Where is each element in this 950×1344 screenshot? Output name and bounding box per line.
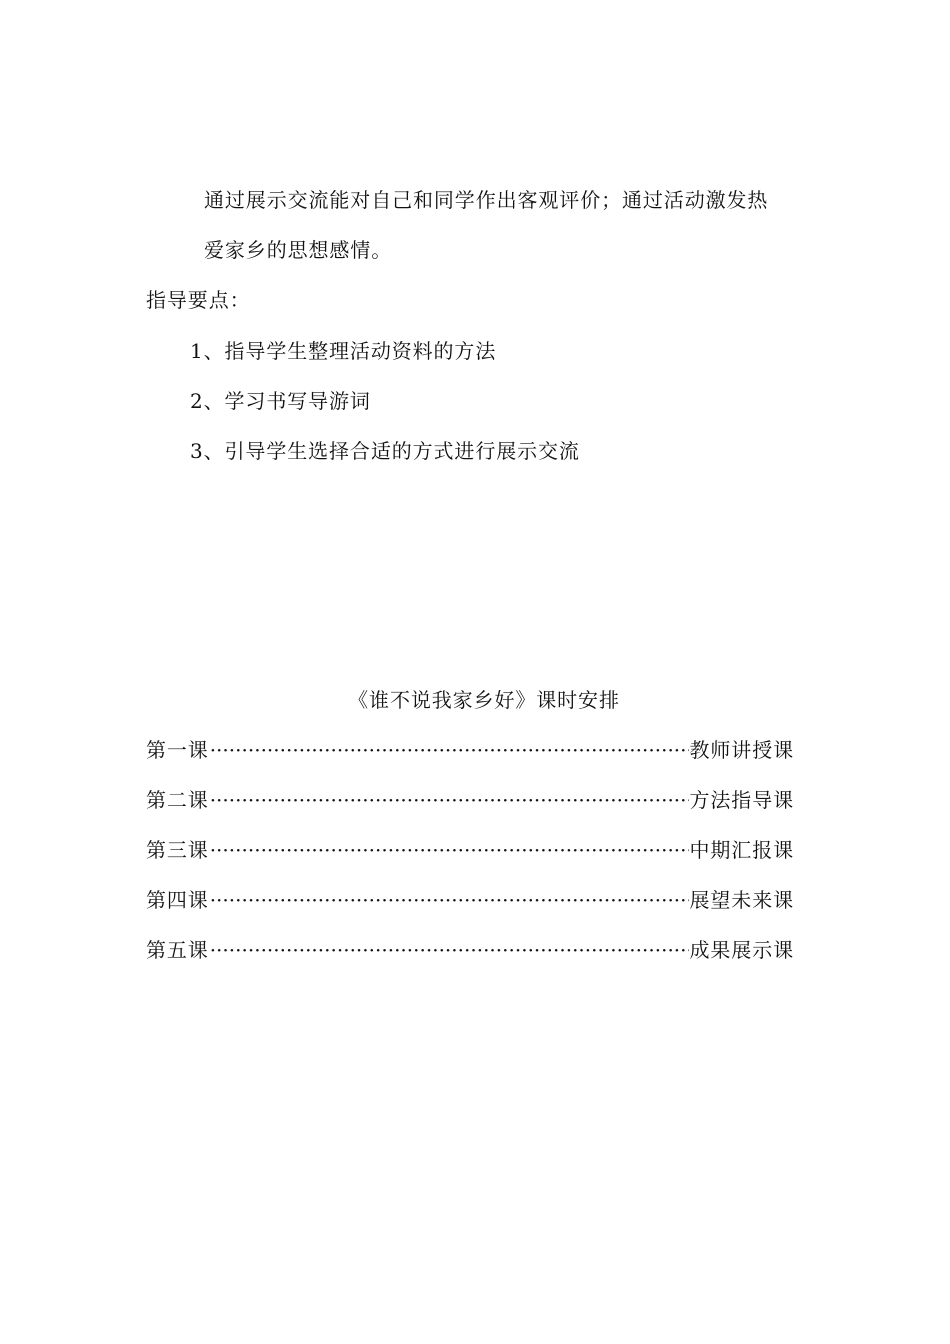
intro-line-2: 爱家乡的思想感情。 xyxy=(204,238,393,262)
schedule-lesson-label: 第五课 xyxy=(146,938,209,962)
guidance-heading: 指导要点： xyxy=(146,288,251,312)
schedule-row-5 xyxy=(146,936,794,964)
dot-leader xyxy=(210,936,689,964)
intro-line-1: 通过展示交流能对自己和同学作出客观评价；通过活动激发热 xyxy=(204,188,769,212)
schedule-lesson-type: 教师讲授课 xyxy=(689,738,794,762)
guidance-item-3: 3、引导学生选择合适的方式进行展示交流 xyxy=(190,439,580,463)
schedule-lesson-type: 成果展示课 xyxy=(689,938,794,962)
dot-leader xyxy=(210,886,689,914)
guidance-item-2: 2、学习书写导游词 xyxy=(190,389,371,413)
schedule-lesson-type: 方法指导课 xyxy=(689,788,794,812)
schedule-lesson-type: 展望未来课 xyxy=(689,888,794,912)
guidance-item-1: 1、指导学生整理活动资料的方法 xyxy=(190,339,497,363)
dot-leader xyxy=(210,786,689,814)
schedule-lesson-label: 第一课 xyxy=(146,738,209,762)
schedule-lesson-type: 中期汇报课 xyxy=(689,838,794,862)
schedule-row-1 xyxy=(146,736,794,764)
schedule-lesson-label: 第四课 xyxy=(146,888,209,912)
dot-leader xyxy=(210,836,689,864)
schedule-row-3 xyxy=(146,836,794,864)
schedule-row-2 xyxy=(146,786,794,814)
schedule-lesson-label: 第三课 xyxy=(146,838,209,862)
dot-leader xyxy=(210,736,689,764)
schedule-lesson-label: 第二课 xyxy=(146,788,209,812)
schedule-title: 《谁不说我家乡好》课时安排 xyxy=(348,688,620,712)
schedule-row-4 xyxy=(146,886,794,914)
